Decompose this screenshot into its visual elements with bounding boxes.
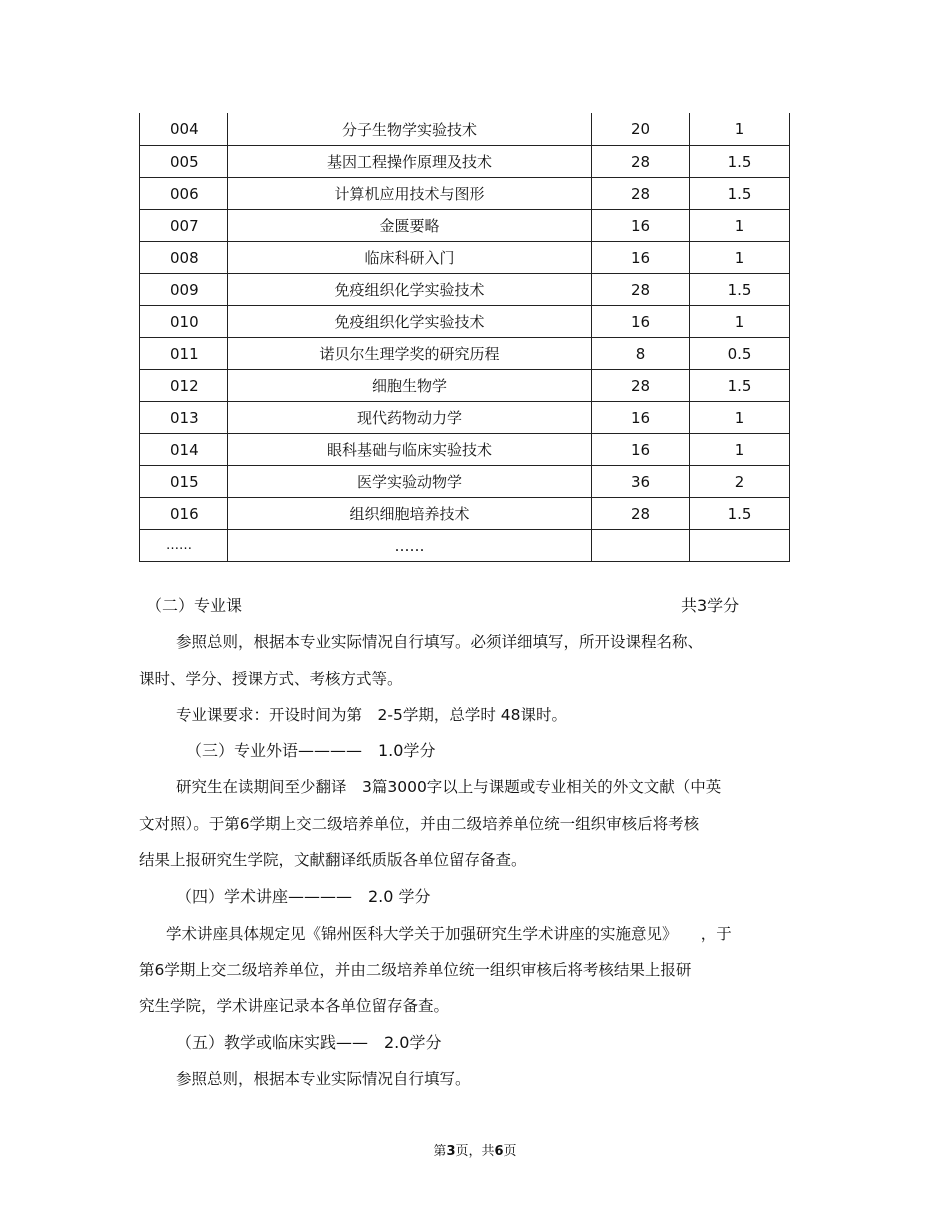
footer-prefix: 第 [433,1144,447,1159]
table-row [140,146,790,178]
course-hours-cell: 28 [592,274,690,306]
section-2-credits: 共3学分 [681,596,740,615]
course-credits-cell: 1 [690,306,790,338]
course-credits-cell: 1 [690,242,790,274]
course-code-cell: 016 [140,498,228,530]
course-name-cell: 分子生物学实验技术 [228,113,592,146]
course-hours-cell: 16 [592,242,690,274]
course-hours-cell: 8 [592,338,690,370]
course-code-cell: 005 [140,146,228,178]
course-credits-cell: 1.5 [690,146,790,178]
course-credits-cell: 1.5 [690,178,790,210]
course-code-cell: 007 [140,210,228,242]
table-row [140,434,790,466]
course-hours-cell: 16 [592,306,690,338]
section-4-paragraph-line-2: 第6学期上交二级培养单位，并由二级培养单位统一组织审核后将考核结果上报研 [139,961,692,979]
section-2-title: （二）专业课 [146,596,243,615]
course-name-cell: 金匮要略 [228,210,592,242]
course-hours-cell: 16 [592,434,690,466]
course-hours-cell: 16 [592,210,690,242]
course-code-cell: 008 [140,242,228,274]
table-row [140,338,790,370]
elective-course-table [139,113,790,562]
table-row [140,274,790,306]
course-credits-cell: 1.5 [690,498,790,530]
course-code-cell: 010 [140,306,228,338]
table-row [140,498,790,530]
table-row [140,242,790,274]
course-hours-cell: 36 [592,466,690,498]
ellipsis-name-cell: …… [228,530,592,562]
course-hours-cell: 28 [592,498,690,530]
course-credits-cell: 1 [690,113,790,146]
section-2-requirement: 专业课要求：开设时间为第 2-5学期，总学时 48课时。 [176,706,567,724]
course-hours-cell: 28 [592,178,690,210]
section-3-title: （三）专业外语———— 1.0学分 [186,741,436,760]
section-4-title: （四）学术讲座———— 2.0 学分 [176,887,431,906]
course-name-cell: 医学实验动物学 [228,466,592,498]
course-code-cell: 012 [140,370,228,402]
page-footer [0,1140,950,1159]
ellipsis-code-cell: …… [140,530,228,562]
course-credits-cell: 1.5 [690,370,790,402]
course-name-cell: 计算机应用技术与图形 [228,178,592,210]
course-name-cell: 眼科基础与临床实验技术 [228,434,592,466]
course-name-cell: 基因工程操作原理及技术 [228,146,592,178]
empty-credits-cell [690,530,790,562]
course-code-cell: 009 [140,274,228,306]
section-3-paragraph-line-2: 文对照）。于第6学期上交二级培养单位，并由二级培养单位统一组织审核后将考核 [139,815,700,833]
course-credits-cell: 2 [690,466,790,498]
empty-hours-cell [592,530,690,562]
course-name-cell: 免疫组织化学实验技术 [228,306,592,338]
table-row [140,113,790,146]
footer-total-pages: 6 [494,1144,504,1159]
course-name-cell: 细胞生物学 [228,370,592,402]
course-hours-cell: 16 [592,402,690,434]
course-credits-cell: 1 [690,402,790,434]
section-2-paragraph-line-1: 参照总则，根据本专业实际情况自行填写。必须详细填写，所开设课程名称、 [176,633,704,651]
course-name-cell: 组织细胞培养技术 [228,498,592,530]
course-code-cell: 011 [140,338,228,370]
course-name-cell: 免疫组织化学实验技术 [228,274,592,306]
section-4-paragraph-line-3: 究生学院，学术讲座记录本各单位留存备查。 [139,997,450,1015]
section-3-paragraph-line-3: 结果上报研究生学院，文献翻译纸质版各单位留存备查。 [139,851,527,869]
course-credits-cell: 1 [690,434,790,466]
footer-suffix: 页 [503,1144,517,1159]
table-row [140,210,790,242]
course-code-cell: 006 [140,178,228,210]
table-row [140,370,790,402]
footer-middle: 页，共 [455,1144,495,1159]
course-credits-cell: 1 [690,210,790,242]
table-row [140,402,790,434]
section-2-paragraph-line-2: 课时、学分、授课方式、考核方式等。 [139,670,403,688]
section-4-paragraph-line-1: 学术讲座具体规定见《锦州医科大学关于加强研究生学术讲座的实施意见》 ，于 [166,925,732,943]
course-credits-cell: 1.5 [690,274,790,306]
course-code-cell: 014 [140,434,228,466]
table-row-ellipsis [140,530,790,562]
course-code-cell: 004 [140,113,228,146]
course-credits-cell: 0.5 [690,338,790,370]
course-name-cell: 现代药物动力学 [228,402,592,434]
course-hours-cell: 28 [592,146,690,178]
table-row [140,178,790,210]
section-5-title: （五）教学或临床实践—— 2.0学分 [176,1033,442,1052]
section-5-paragraph: 参照总则，根据本专业实际情况自行填写。 [176,1070,471,1088]
course-code-cell: 013 [140,402,228,434]
table-row [140,466,790,498]
course-name-cell: 诺贝尔生理学奖的研究历程 [228,338,592,370]
course-hours-cell: 20 [592,113,690,146]
course-name-cell: 临床科研入门 [228,242,592,274]
table-row [140,306,790,338]
course-code-cell: 015 [140,466,228,498]
course-hours-cell: 28 [592,370,690,402]
section-3-paragraph-line-1: 研究生在读期间至少翻译 3篇3000字以上与课题或专业相关的外文文献（中英 [176,778,722,796]
footer-page-number: 3 [446,1144,456,1159]
